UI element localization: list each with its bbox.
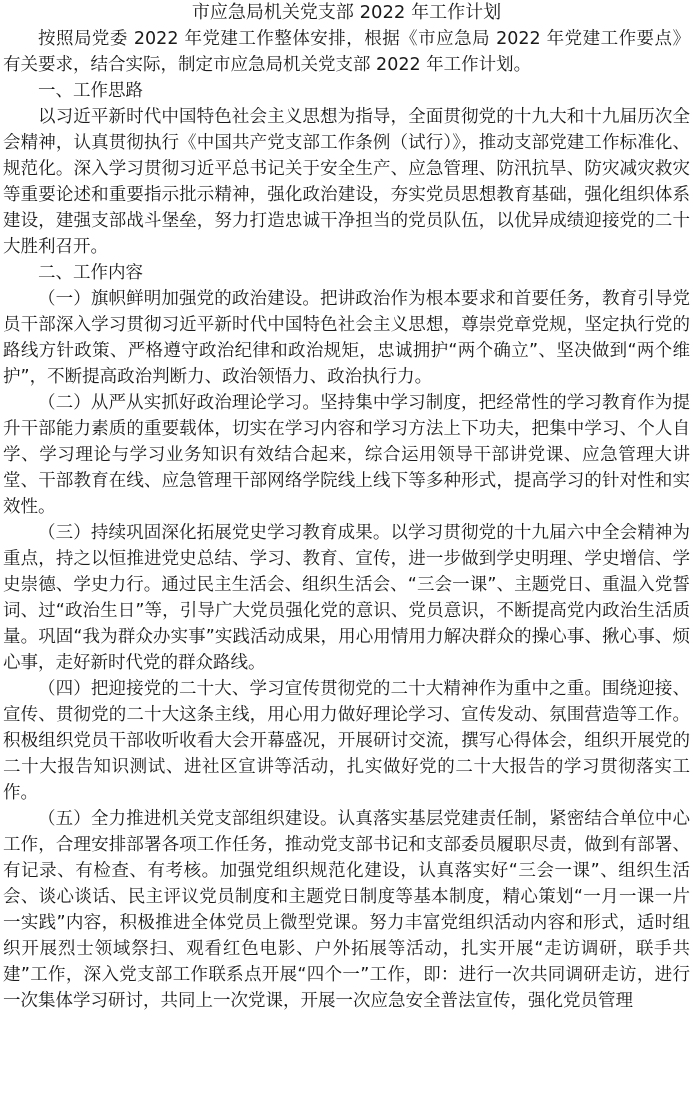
content-item-2: （二）从严从实抓好政治理论学习。坚持集中学习制度，把经常性的学习教育作为提升干部能力素质的重要载体，切实在学习内容和学习方法上下功夫，把集中学习、个人自学、学习理论与学习业务知识有效结合起来，综合运用领导干部讲党课、应急管理大讲堂、干部教育在线、应急管理干部网络学院线上线下等多种形式，提高学习的针对性和实效性。 bbox=[3, 393, 690, 517]
section-heading-work-content: 二、工作内容 bbox=[38, 263, 143, 283]
content-item-3: （三）持续巩固深化拓展党史学习教育成果。以学习贯彻党的十九届六中全会精神为重点，持之以恒推进党史总结、学习、教育、宣传，进一步做到学史明理、学史增信、学史崇德、学史力行。通过民主生活会、组织生活会、“三会一课”、主题党日、重温入党誓词、过“政治生日”等，引导广大党员强化党的意识、党员意识，不断提高党内政治生活质量。巩固“我为群众办实事”实践活动成果，用心用情用力解决群众的操心事、揪心事、烦心事，走好新时代党的群众路线。 bbox=[3, 523, 690, 673]
content-item-4: （四）把迎接党的二十大、学习宣传贯彻党的二十大精神作为重中之重。围绕迎接、宣传、贯彻党的二十大这条主线，用心用力做好理论学习、宣传发动、氛围营造等工作。积极组织党员干部收听收看大会开幕盛况，开展研讨交流，撰写心得体会，组织开展党的二十大报告知识测试、进社区宣讲等活动，扎实做好党的二十大报告的学习贯彻落实工作。 bbox=[3, 679, 690, 803]
content-item-5: （五）全力推进机关党支部组织建设。认真落实基层党建责任制，紧密结合单位中心工作，合理安排部署各项工作任务，推动党支部书记和支部委员履职尽责，做到有部署、有记录、有检查、有考核。加强党组织规范化建设，认真落实好“三会一课”、组织生活会、谈心谈话、民主评议党员制度和主题党日制度等基本制度，精心策划“一月一课一片一实践”内容，积极推进全体党员上微型党课。努力丰富党组织活动内容和形式，适时组织开展烈士领域祭扫、观看红色电影、户外拓展等活动，扎实开展“走访调研，联手共建”工作，深入党支部工作联系点开展“四个一”工作，即：进行一次共同调研走访，进行一次集体学习研讨，共同上一次党课，开展一次应急安全普法宣传，强化党员管理 bbox=[3, 809, 690, 1011]
content-item-1: （一）旗帜鲜明加强党的政治建设。把讲政治作为根本要求和首要任务，教育引导党员干部深入学习贯彻习近平新时代中国特色社会主义思想，尊崇党章党规，坚定执行党的路线方针政策、严格遵守政治纪律和政治规矩，忠诚拥护“两个确立”、坚决做到“两个维护”，不断提高政治判断力、政治领悟力、政治执行力。 bbox=[3, 289, 690, 387]
section-heading-work-approach: 一、工作思路 bbox=[38, 81, 143, 101]
document-title: 市应急局机关党支部 2022 年工作计划 bbox=[191, 2, 502, 23]
intro-paragraph: 按照局党委 2022 年党建工作整体安排，根据《市应急局 2022 年党建工作要点》有关要求，结合实际，制定市应急局机关党支部 2022 年工作计划。 bbox=[3, 29, 690, 75]
work-approach-paragraph: 以习近平新时代中国特色社会主义思想为指导，全面贯彻党的十九大和十九届历次全会精神，认真贯彻执行《中国共产党支部工作条例（试行）》，推动支部党建工作标准化、规范化。深入学习贯彻习近平总书记关于安全生产、应急管理、防汛抗旱、防灾减灾救灾等重要论述和重要指示批示精神，强化政治建设，夯实党员思想教育基础，强化组织体系建设，建强支部战斗堡垒，努力打造忠诚干净担当的党员队伍，以优异成绩迎接党的二十大胜利召开。 bbox=[3, 107, 690, 257]
